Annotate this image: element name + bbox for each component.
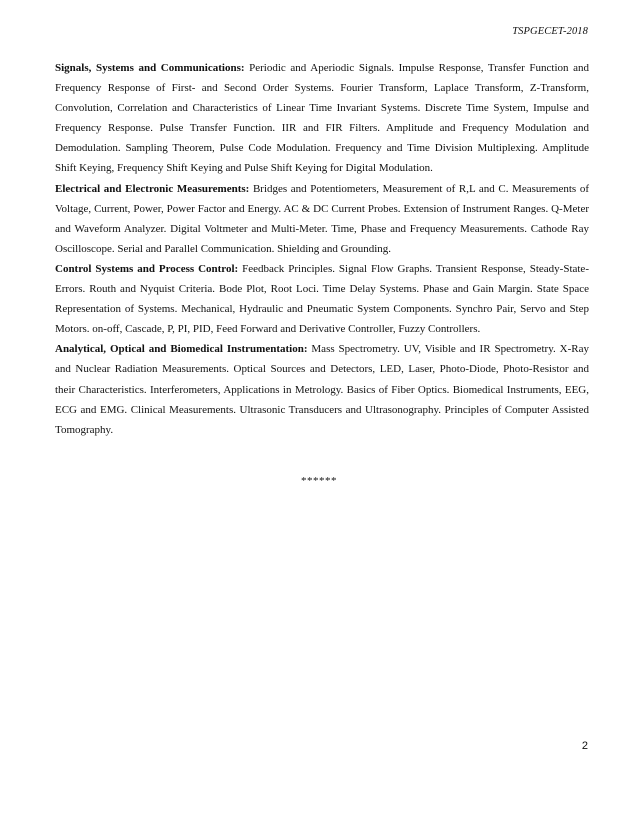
section-heading: Signals, Systems and Communications: — [55, 62, 245, 74]
section-signals-systems-communications — [55, 58, 589, 179]
section-electrical-electronic-measurements — [55, 179, 589, 259]
section-heading: Control Systems and Process Control: — [55, 262, 239, 275]
section-heading: Analytical, Optical and Biomedical Instrumentation: — [55, 343, 308, 356]
section-body: Periodic and Aperiodic Signals. Impulse Response, Transfer Function and Frequency Response of First- and Second Order Systems. Fourier Transform, Laplace Transform, Z-Transform, Convolution, Correlation and Characteristics of Linear Time Invariant Systems. Discrete Time System, Impulse and Frequency Response. Pulse Transfer Function. IIR and FIR Filters. Amplitude and Frequency Modulation and Demodulation. Sampling Theorem, Pulse Code Modulation. Frequency and Time Division Multiplexing. Amplitude Shift Keying, Frequency Shift Keying and Pulse Shift Keying for Digital Modulation. — [55, 62, 589, 175]
page-number: 2 — [581, 740, 588, 752]
section-control-systems-process-control — [55, 259, 589, 339]
section-heading: Electrical and Electronic Measurements: — [55, 182, 250, 195]
section-body: Mass Spectrometry. UV, Visible and IR Spectrometry. X-Ray and Nuclear Radiation Measurements. Optical Sources and Detectors, LED, Laser, Photo-Diode, Photo-Resistor and their Characteristics. Interferometers, Applications in Metrology. Basics of Fiber Optics. Biomedical Instruments, EEG, ECG and EMG. Clinical Measurements. Ultrasonic Transducers and Ultrasonography. Principles of Computer Assisted Tomography. — [55, 343, 589, 436]
section-body: Bridges and Potentiometers, Measurement of R,L and C. Measurements of Voltage, Current, Power, Power Factor and Energy. AC & DC Current Probes. Extension of Instrument Ranges. Q-Meter and Waveform Analyzer. Digital Voltmeter and Multi-Meter. Time, Phase and Frequency Measurements. Cathode Ray Oscilloscope. Serial and Parallel Communication. Shielding and Grounding. — [55, 182, 589, 255]
running-header: TSPGECET-2018 — [512, 26, 588, 37]
section-body: Feedback Principles. Signal Flow Graphs. Transient Response, Steady-State-Errors. Routh and Nyquist Criteria. Bode Plot, Root Loci. Time Delay Systems. Phase and Gain Margin. State Space Representation of Systems. Mechanical, Hydraulic and Pneumatic System Components. Synchro Pair, Servo and Step Motors. on-off, Cascade, P, PI, PID, Feed Forward and Derivative Controller, Fuzzy Controllers. — [55, 262, 589, 336]
document-body — [55, 58, 589, 440]
section-separator: ****** — [301, 475, 337, 487]
section-analytical-optical-biomedical — [55, 339, 589, 439]
